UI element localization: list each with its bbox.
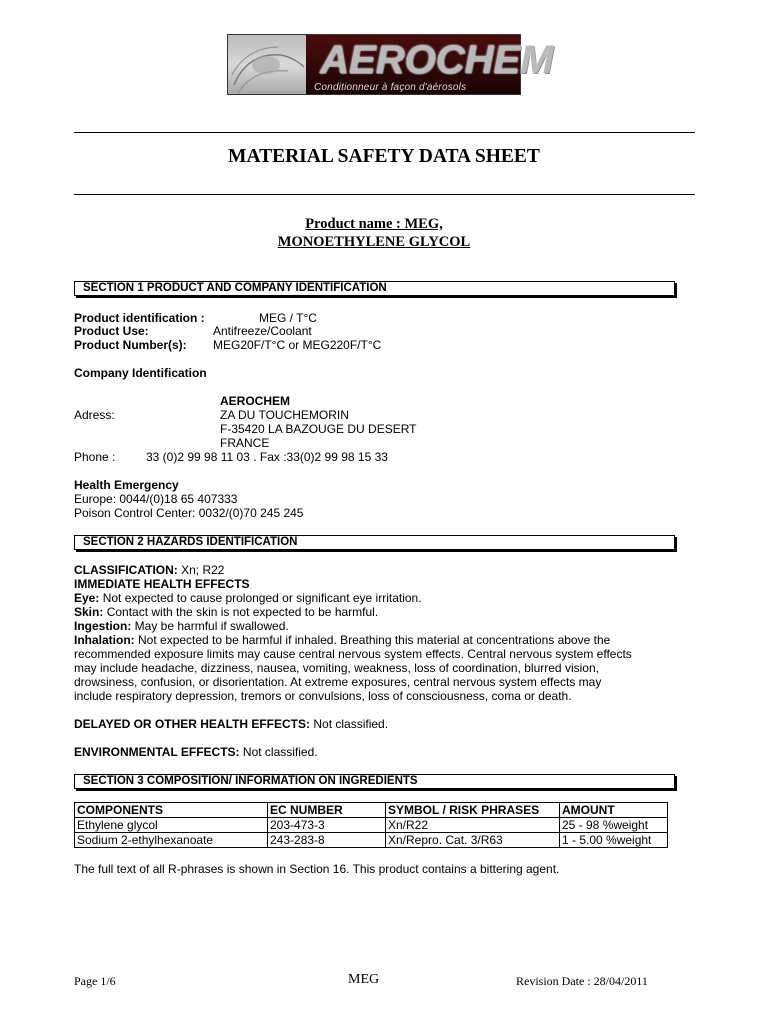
product-numbers-value: MEG20F/T°C or MEG220F/T°C	[213, 338, 382, 352]
poison-control-phone: Poison Control Center: 0032/(0)70 245 245	[74, 506, 304, 520]
eye-label: Eye:	[74, 591, 100, 605]
section-3-header	[74, 774, 675, 789]
classification-value: Xn; R22	[181, 563, 225, 577]
delayed-effects-line	[74, 717, 388, 731]
phone-value: 33 (0)2 99 98 11 03 . Fax :33(0)2 99 98 15 33	[146, 450, 388, 464]
product-name-line2: MONOETHYLENE GLYCOL	[277, 234, 471, 250]
table-cell: 243-283-8	[268, 833, 386, 848]
company-name: AEROCHEM	[220, 394, 291, 408]
delayed-effects-label: DELAYED OR OTHER HEALTH EFFECTS:	[74, 717, 311, 731]
column-header: SYMBOL / RISK PHRASES	[386, 803, 560, 818]
table-cell: Xn/Repro. Cat. 3/R63	[386, 833, 560, 848]
product-name-line1: Product name : MEG,	[305, 216, 443, 232]
top-rule	[74, 132, 695, 133]
table-cell: Xn/R22	[386, 818, 560, 833]
health-emergency-heading: Health Emergency	[74, 478, 179, 492]
column-header: COMPONENTS	[75, 803, 268, 818]
table-cell: 203-473-3	[268, 818, 386, 833]
ingestion-line	[74, 619, 289, 633]
product-numbers-label: Product Number(s):	[74, 338, 187, 352]
table-header-row	[75, 803, 668, 818]
inhalation-text: Not expected to be harmful if inhaled. Breathing this material at concentrations above the	[138, 633, 611, 647]
logo-figure	[228, 35, 306, 94]
address-label: Adress:	[74, 408, 115, 422]
table-cell: Sodium 2-ethylhexanoate	[75, 833, 268, 848]
product-id-value: MEG / T°C	[259, 311, 317, 325]
section-3-title: SECTION 3 COMPOSITION/ INFORMATION ON INGREDIENTS	[83, 775, 418, 787]
skin-label: Skin:	[74, 605, 104, 619]
section-1-header	[74, 281, 675, 296]
section-2-header	[74, 535, 675, 550]
aerochem-logo	[227, 34, 554, 95]
table-cell: Ethylene glycol	[75, 818, 268, 833]
logo-wordmark: AEROCHEM	[320, 38, 554, 82]
inhalation-text-line: recommended exposure limits may cause central nervous system effects. Central nervous system effects	[74, 647, 632, 661]
environmental-effects-value: Not classified.	[242, 745, 318, 759]
inhalation-text-line: may include headache, dizziness, nausea, vomiting, weakness, loss of coordination, blurred vision,	[74, 661, 599, 675]
section-2-title: SECTION 2 HAZARDS IDENTIFICATION	[83, 536, 298, 548]
revision-date: Revision Date : 28/04/2011	[516, 974, 648, 988]
address-line: ZA DU TOUCHEMORIN	[220, 408, 349, 422]
inhalation-text-line: drowsiness, confusion, or disorientation. At extreme exposures, central nervous system effects may	[74, 675, 602, 689]
address-line: F-35420 LA BAZOUGE DU DESERT	[220, 422, 417, 436]
footer-product: MEG	[348, 972, 380, 987]
europe-phone: Europe: 0044/(0)18 65 407333	[74, 492, 238, 506]
skin-line	[74, 605, 378, 619]
column-header: EC NUMBER	[268, 803, 386, 818]
page-number: Page 1/6	[74, 974, 116, 988]
composition-table	[74, 802, 668, 848]
inhalation-line	[74, 633, 610, 647]
eye-text: Not expected to cause prolonged or significant eye irritation.	[102, 591, 422, 605]
environmental-effects-line	[74, 745, 318, 759]
delayed-effects-value: Not classified.	[313, 717, 389, 731]
title-rule	[74, 194, 695, 195]
inhalation-text-line: include respiratory depression, tremors or convulsions, loss of consciousness, coma or death.	[74, 689, 572, 703]
classification-line	[74, 563, 224, 577]
product-id-label: Product identification :	[74, 311, 205, 325]
logo-panel	[306, 35, 554, 94]
phone-label: Phone :	[74, 450, 116, 464]
product-use-value: Antifreeze/Coolant	[213, 324, 312, 338]
eye-line	[74, 591, 422, 605]
address-line: FRANCE	[220, 436, 270, 450]
immediate-effects-heading: IMMEDIATE HEALTH EFFECTS	[74, 577, 250, 591]
table-cell: 1 - 5.00 %weight	[560, 833, 668, 848]
page-title: MATERIAL SAFETY DATA SHEET	[228, 146, 540, 167]
table-row	[75, 833, 668, 848]
ingestion-label: Ingestion:	[74, 619, 132, 633]
product-use-label: Product Use:	[74, 324, 149, 338]
skin-text: Contact with the skin is not expected to be harmful.	[106, 605, 379, 619]
column-header: AMOUNT	[560, 803, 668, 818]
ingestion-text: May be harmful if swallowed.	[134, 619, 289, 633]
logo-tagline: Conditionneur à façon d'aérosols	[314, 82, 467, 93]
table-cell: 25 - 98 %weight	[560, 818, 668, 833]
inhalation-label: Inhalation:	[74, 633, 135, 647]
classification-label: CLASSIFICATION:	[74, 563, 178, 577]
section-1-title: SECTION 1 PRODUCT AND COMPANY IDENTIFICATION	[83, 282, 387, 294]
r-phrases-note: The full text of all R-phrases is shown in Section 16. This product contains a bittering agent.	[74, 862, 560, 876]
environmental-effects-label: ENVIRONMENTAL EFFECTS:	[74, 745, 240, 759]
table-row	[75, 818, 668, 833]
company-heading: Company Identification	[74, 366, 207, 380]
